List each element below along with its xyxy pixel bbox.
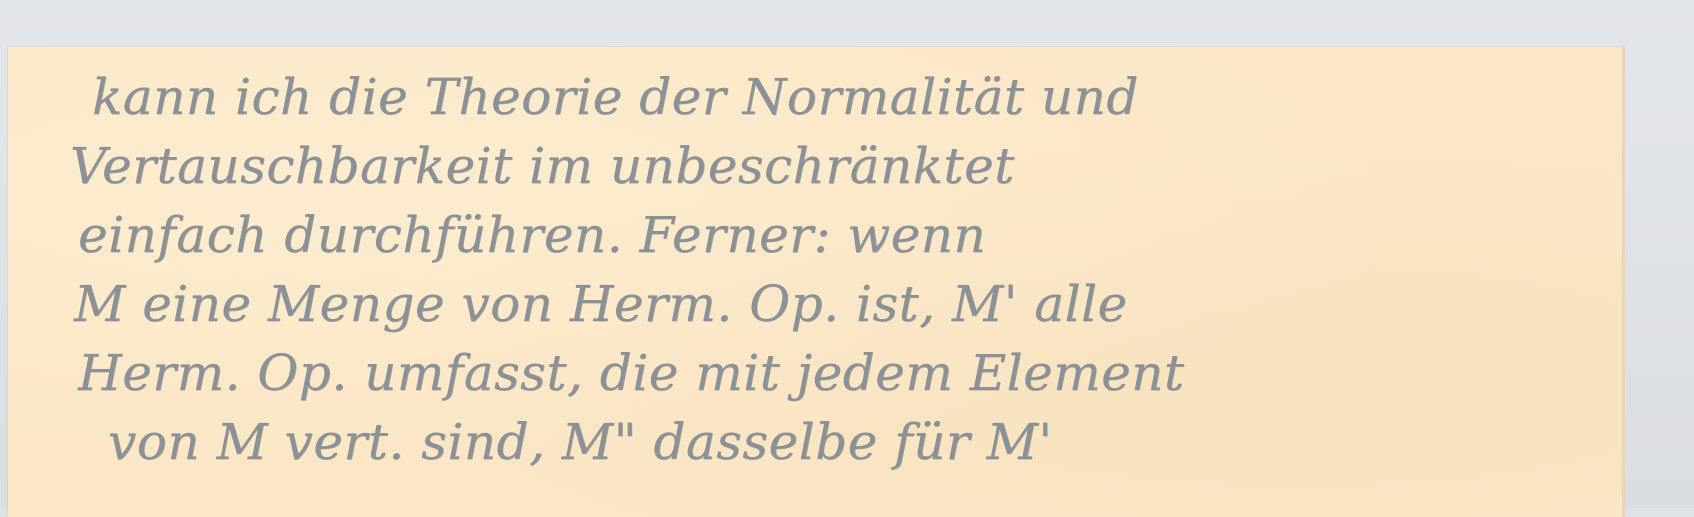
handwritten-line: Vertauschbarkeit im unbeschränktet [70,137,1015,195]
handwritten-line: von M vert. sind, M" dasselbe für M' [108,413,1053,471]
handwritten-text-block [70,63,1630,477]
handwritten-line: Herm. Op. umfasst, die mit jedem Element [78,344,1185,402]
handwritten-line: kann ich die Theorie der Normalität und [92,68,1139,126]
handwritten-line: einfach durchführen. Ferner: wenn [78,206,987,264]
handwritten-line: M eine Menge von Herm. Op. ist, M' alle [74,275,1128,333]
